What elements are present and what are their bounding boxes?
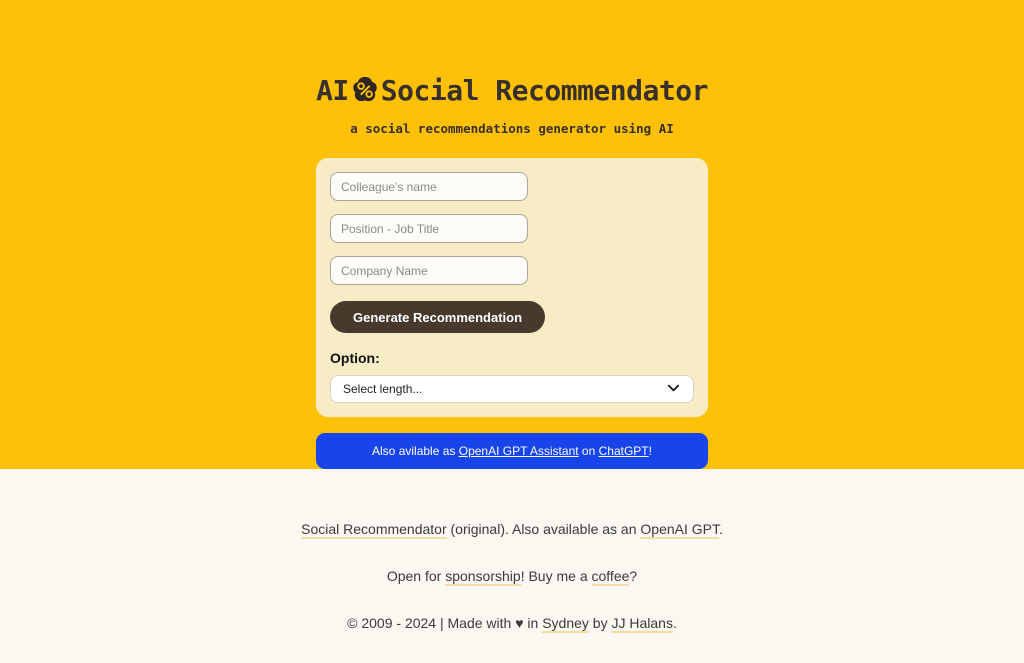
footer-line-2 (0, 569, 1024, 585)
banner-text: on (578, 444, 599, 458)
footer-text: Open for (386, 568, 446, 584)
banner-text: Also avilable as (372, 444, 459, 458)
page-subtitle: a social recommendations generator using AI (350, 121, 674, 136)
footer-text: © 2009 - 2024 | Made with ♥ in (347, 615, 543, 631)
footer (0, 469, 1024, 663)
chevron-down-icon (666, 380, 681, 398)
colleague-name-input[interactable] (330, 172, 528, 201)
chatgpt-link[interactable]: ChatGPT (598, 444, 649, 458)
gpt-availability-banner (316, 433, 708, 469)
footer-text: . (672, 615, 677, 631)
sponsorship-link[interactable]: sponsorship (445, 568, 521, 584)
option-label: Option: (330, 350, 380, 366)
page-title (0, 74, 1024, 112)
position-job-title-input[interactable] (330, 214, 528, 243)
social-recommendator-link[interactable]: Social Recommendator (301, 521, 447, 537)
company-name-input[interactable] (330, 256, 528, 285)
openai-gpt-link[interactable]: OpenAI GPT (640, 521, 719, 537)
footer-text: by (588, 615, 612, 631)
footer-line-1 (0, 522, 1024, 538)
title-suffix: Social Recommendator (380, 74, 708, 107)
buy-me-a-coffee-link[interactable]: coffee (591, 568, 630, 584)
length-select-value: Select length... (343, 382, 423, 396)
banner-text: ! (648, 444, 652, 458)
sydney-link[interactable]: Sydney (542, 615, 589, 631)
jj-halans-link[interactable]: JJ Halans (611, 615, 673, 631)
recommendation-form (316, 158, 708, 417)
openai-gpt-assistant-link[interactable]: OpenAI GPT Assistant (458, 444, 579, 458)
length-select[interactable] (330, 375, 694, 403)
footer-line-3 (0, 616, 1024, 632)
footer-text: ? (629, 568, 638, 584)
generate-recommendation-button[interactable]: Generate Recommendation (330, 301, 545, 333)
footer-text: . (719, 521, 723, 537)
title-prefix: AI (316, 74, 349, 107)
footer-text: ! Buy me a (520, 568, 592, 584)
footer-text: (original). Also available as an (446, 521, 641, 537)
ai-brain-icon (350, 75, 380, 112)
